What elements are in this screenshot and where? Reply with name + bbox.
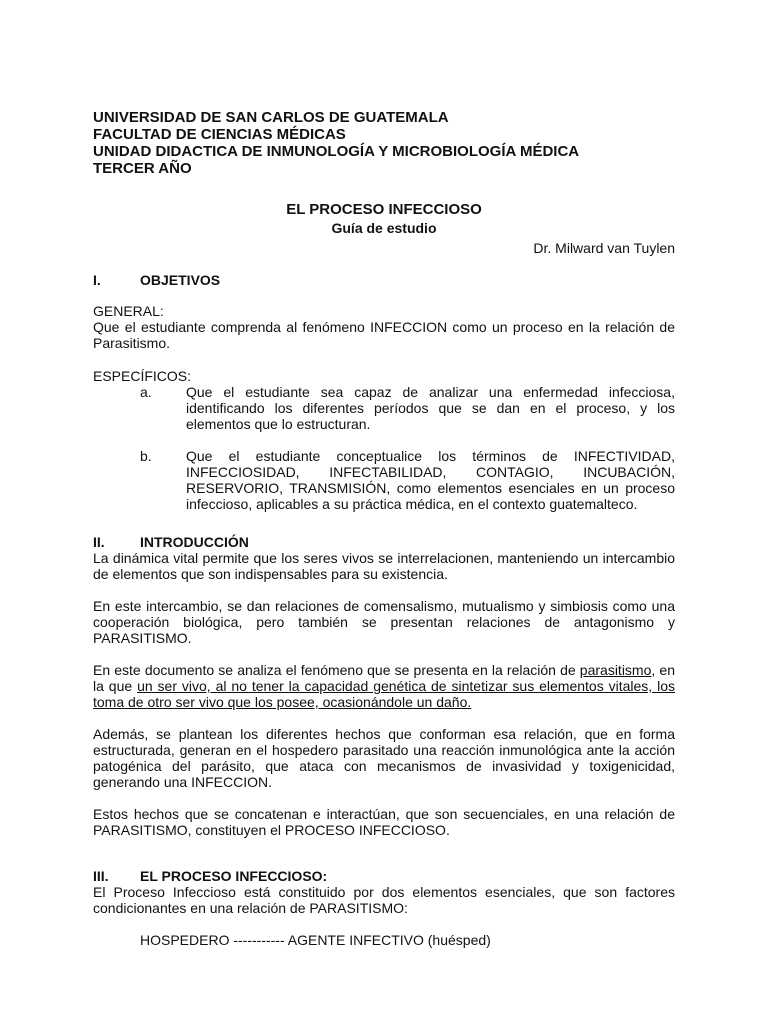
header-line-year: TERCER AÑO [93, 160, 192, 177]
intro-paragraph-3 [93, 662, 675, 710]
proceso-paragraph-1: El Proceso Infeccioso está constituido por dos elementos esenciales, que son factores condicionantes en una relación de PARASITISMO: [93, 884, 675, 916]
section-title: OBJETIVOS [140, 272, 221, 288]
intro-paragraph-2: En este intercambio, se dan relaciones de comensalismo, mutualismo y simbiosis como una cooperación biológica, pero también se presentan relaciones de antagonismo y PARASITISMO. [93, 598, 675, 646]
document-subtitle: Guía de estudio [331, 220, 437, 236]
title-block [93, 201, 675, 237]
intro-paragraph-4: Además, se plantean los diferentes hechos que conforman esa relación, que en forma estructurada, generan en el hospedero parasitado una reacción inmunológica ante la acción patogénica del parásito, que ataca con mecanismos de invasividad y toxigenicidad, generando una INFECCION. [93, 726, 675, 790]
section-number: I. [93, 272, 101, 288]
hospedero-agente-line: HOSPEDERO ----------- AGENTE INFECTIVO (huésped) [140, 932, 491, 948]
paragraph-text: En este documento se analiza el fenómeno que se presenta en la relación de [93, 662, 580, 678]
list-item-label: a. [140, 384, 152, 400]
section-title: EL PROCESO INFECCIOSO: [140, 868, 328, 884]
especificos-label: ESPECÍFICOS: [93, 368, 192, 384]
underlined-definition: un ser vivo, al no tener la capacidad genética de sintetizar sus elementos vitales, los toma de otro ser vivo que los posee, ocasionándole un daño. [93, 678, 675, 710]
list-item-text: Que el estudiante sea capaz de analizar una enfermedad infecciosa, identificando los diferentes períodos que se dan en el proceso, y los elementos que lo estructuran. [186, 384, 675, 432]
intro-paragraph-1: La dinámica vital permite que los seres vivos se interrelacionen, manteniendo un intercambio de elementos que son indispensables para su existencia. [93, 550, 675, 582]
header-line-faculty: FACULTAD DE CIENCIAS MÉDICAS [93, 126, 346, 143]
objective-item-a [93, 384, 675, 432]
section-heading-introduccion [93, 534, 675, 550]
section-heading-proceso [93, 868, 675, 884]
header-line-unit: UNIDAD DIDACTICA DE INMUNOLOGÍA Y MICROBIOLOGÍA MÉDICA [93, 143, 580, 160]
section-title: INTRODUCCIÓN [140, 534, 249, 550]
institution-header [93, 109, 675, 177]
list-item-text: Que el estudiante conceptualice los términos de INFECTIVIDAD, INFECCIOSIDAD, INFECTABILIDAD, CONTAGIO, INCUBACIÓN, RESERVORIO, TRANSMISIÓN, como elementos esenciales en un proceso infeccioso, aplicables a su práctica médica, en el contexto guatemalteco. [186, 448, 675, 512]
general-objective-text: Que el estudiante comprenda al fenómeno INFECCION como un proceso en la relación de Parasitismo. [93, 319, 675, 351]
list-item-label: b. [140, 448, 152, 464]
header-line-university: UNIVERSIDAD DE SAN CARLOS DE GUATEMALA [93, 109, 449, 126]
section-heading-objetivos [93, 272, 675, 288]
author: Dr. Milward van Tuylen [533, 240, 675, 256]
paragraph-text: , en la que [93, 662, 675, 694]
underlined-term: parasitismo [579, 662, 652, 678]
section-number: II. [93, 534, 105, 550]
objective-item-b [93, 448, 675, 512]
intro-paragraph-5: Estos hechos que se concatenan e interactúan, que son secuenciales, en una relación de PARASITISMO, constituyen el PROCESO INFECCIOSO. [93, 806, 675, 838]
document-title: EL PROCESO INFECCIOSO [286, 201, 482, 218]
section-number: III. [93, 868, 109, 884]
general-label: GENERAL: [93, 303, 164, 319]
